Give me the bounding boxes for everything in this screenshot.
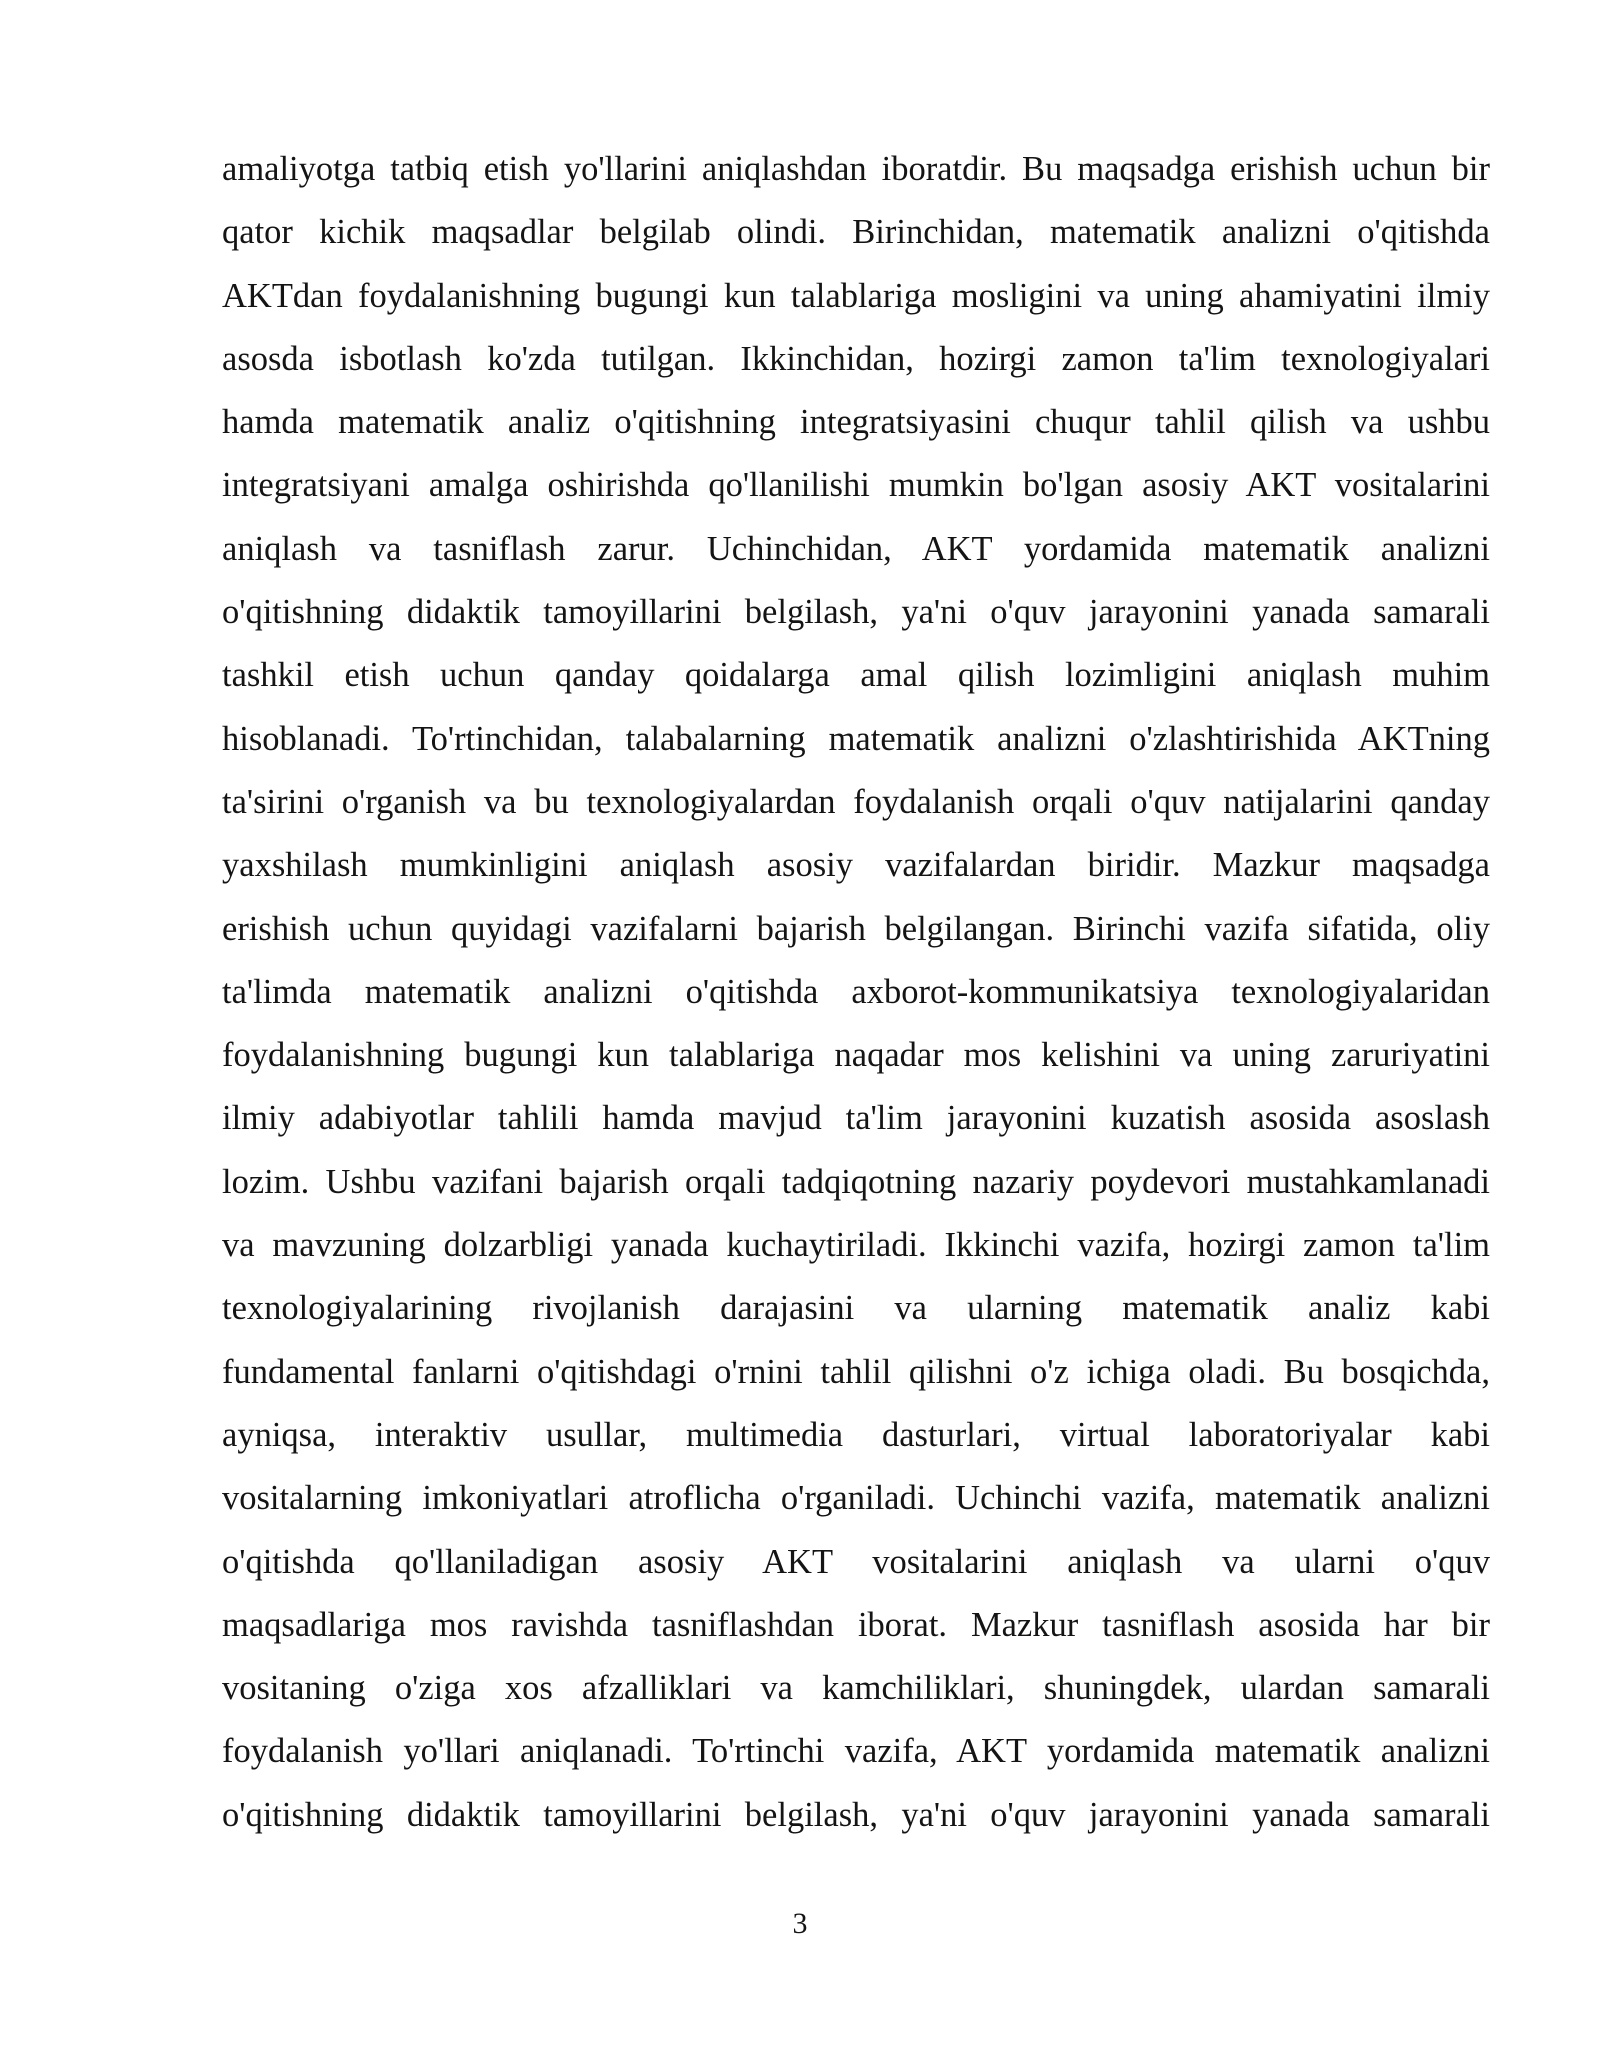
text-line: AKTdan foydalanishning bugungi kun talablariga mosligini va uning ahamiyatini ilmiy [222, 276, 1490, 315]
text-line: integratsiyani amalga oshirishda qo'llanilishi mumkin bo'lgan asosiy AKT vositalarini [222, 466, 1490, 505]
text-line: va mavzuning dolzarbligi yanada kuchaytiriladi. Ikkinchi vazifa, hozirgi zamon ta'lim [222, 1226, 1490, 1265]
text-line: vositalarning imkoniyatlari atroflicha o'rganiladi. Uchinchi vazifa, matematik analizni [222, 1479, 1490, 1518]
text-line: maqsadlariga mos ravishda tasniflashdan iborat. Mazkur tasniflash asosida har bir [222, 1605, 1490, 1644]
text-line: fundamental fanlarni o'qitishdagi o'rnini tahlil qilishni o'z ichiga oladi. Bu bosqichda, [222, 1352, 1490, 1391]
page-number: 3 [792, 1907, 808, 1940]
text-line: asosda isbotlash ko'zda tutilgan. Ikkinchidan, hozirgi zamon ta'lim texnologiyalari [222, 339, 1490, 378]
text-line: lozim. Ushbu vazifani bajarish orqali tadqiqotning nazariy poydevori mustahkamlanadi [222, 1162, 1490, 1201]
text-line: ta'sirini o'rganish va bu texnologiyalardan foydalanish orqali o'quv natijalarini qanday [222, 782, 1490, 821]
text-line: ayniqsa, interaktiv usullar, multimedia dasturlari, virtual laboratoriyalar kabi [222, 1415, 1490, 1454]
text-line: hisoblanadi. To'rtinchidan, talabalarning matematik analizni o'zlashtirishida AKTning [222, 719, 1490, 758]
text-line: texnologiyalarining rivojlanish darajasini va ularning matematik analiz kabi [222, 1289, 1490, 1328]
text-line: foydalanishning bugungi kun talablariga naqadar mos kelishini va uning zaruriyatini [222, 1036, 1490, 1075]
text-line: qator kichik maqsadlar belgilab olindi. Birinchidan, matematik analizni o'qitishda [222, 213, 1490, 252]
text-line: foydalanish yo'llari aniqlanadi. To'rtinchi vazifa, AKT yordamida matematik analizni [222, 1732, 1490, 1771]
text-line: ta'limda matematik analizni o'qitishda axborot-kommunikatsiya texnologiyalaridan [222, 972, 1490, 1011]
text-line: o'qitishning didaktik tamoyillarini belgilash, ya'ni o'quv jarayonini yanada samarali [222, 593, 1490, 632]
text-line: o'qitishning didaktik tamoyillarini belgilash, ya'ni o'quv jarayonini yanada samarali [222, 1795, 1490, 1834]
text-line: o'qitishda qo'llaniladigan asosiy AKT vositalarini aniqlash va ularni o'quv [222, 1542, 1490, 1581]
text-line: hamda matematik analiz o'qitishning integratsiyasini chuqur tahlil qilish va ushbu [222, 403, 1490, 442]
text-line: tashkil etish uchun qanday qoidalarga amal qilish lozimligini aniqlash muhim [222, 656, 1490, 695]
text-line: aniqlash va tasniflash zarur. Uchinchidan, AKT yordamida matematik analizni [222, 529, 1490, 568]
text-line: amaliyotga tatbiq etish yo'llarini aniqlashdan iboratdir. Bu maqsadga erishish uchun bir [222, 150, 1490, 188]
text-line: erishish uchun quyidagi vazifalarni bajarish belgilangan. Birinchi vazifa sifatida, oliy [222, 909, 1490, 948]
text-line: yaxshilash mumkinligini aniqlash asosiy vazifalardan biridir. Mazkur maqsadga [222, 846, 1490, 885]
text-line: ilmiy adabiyotlar tahlili hamda mavjud ta'lim jarayonini kuzatish asosida asoslash [222, 1099, 1490, 1138]
body-paragraph [222, 138, 1490, 1847]
text-line: vositaning o'ziga xos afzalliklari va kamchiliklari, shuningdek, ulardan samarali [222, 1669, 1490, 1708]
